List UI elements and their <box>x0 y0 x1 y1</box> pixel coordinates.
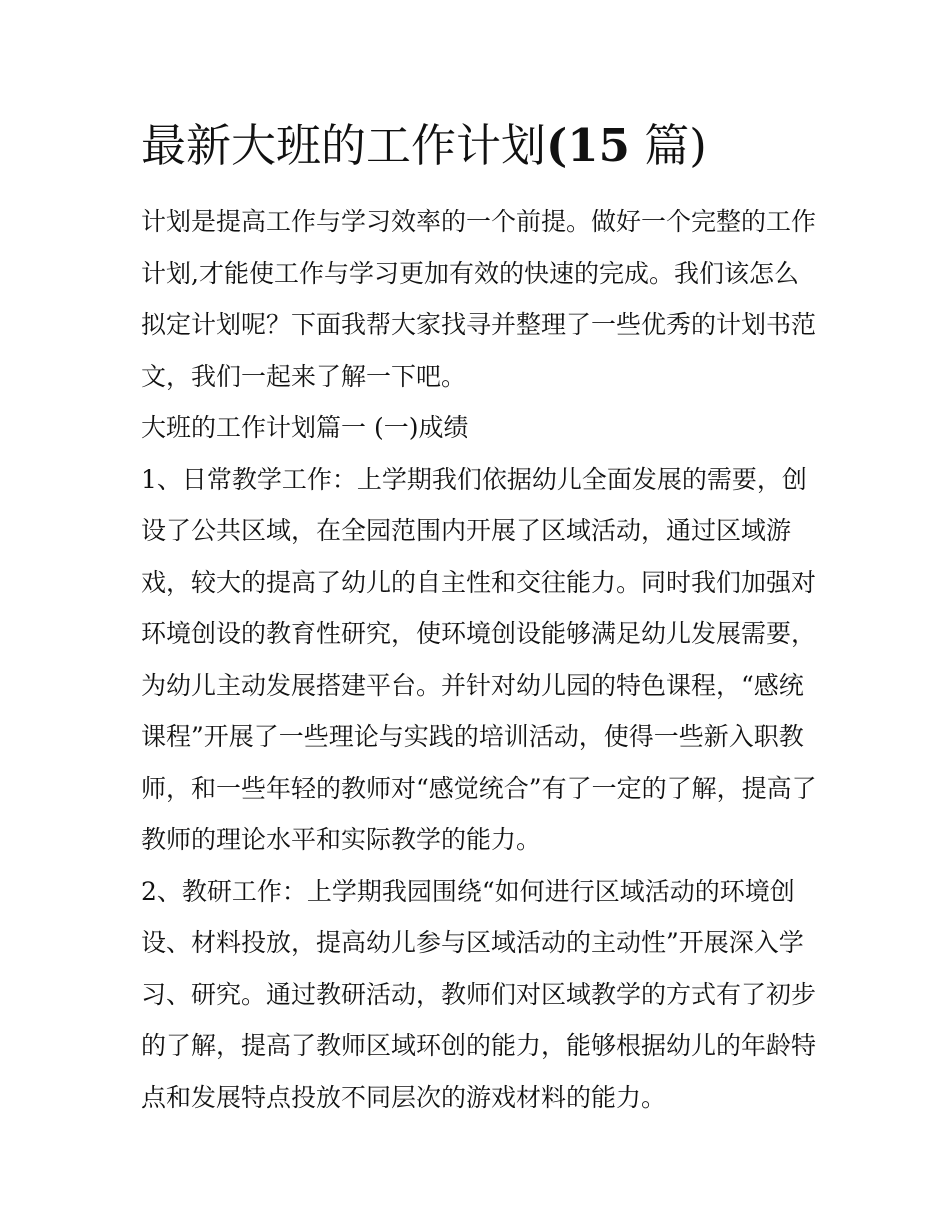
text-line: 课程”开展了一些理论与实践的培训活动，使得一些新入职教 <box>141 722 804 751</box>
section-heading: 大班的工作计划篇一 (一)成绩 <box>141 413 469 442</box>
text-line: 计划是提高工作与学习效率的一个前提。做好一个完整的工作 <box>141 207 817 236</box>
text-line: 的了解，提高了教师区域环创的能力，能够根据幼儿的年龄特 <box>141 1031 817 1060</box>
document-title <box>141 112 841 180</box>
text-line: 2、教研工作：上学期我园围绕“如何进行区域活动的环境创 <box>141 876 795 906</box>
text-line: 环境创设的教育性研究，使环境创设能够满足幼儿发展需要， <box>141 619 817 648</box>
title-main: 最新大班的工作计划 <box>141 119 547 172</box>
title-count: (15 <box>546 119 630 172</box>
text-line: 计划,才能使工作与学习更加有效的快速的完成。我们该怎么 <box>141 258 799 288</box>
text-line: 点和发展特点投放不同层次的游戏材料的能力。 <box>141 1082 667 1112</box>
text-line: 设、材料投放，提高幼儿参与区域活动的主动性”开展深入学 <box>141 928 804 957</box>
text-line: 为幼儿主动发展搭建平台。并针对幼儿园的特色课程，“感统 <box>141 670 804 700</box>
document-body <box>141 196 817 1123</box>
title-tail: 篇) <box>629 119 707 172</box>
text-line: 拟定计划呢？下面我帮大家找寻并整理了一些优秀的计划书范 <box>141 310 817 339</box>
text-line: 戏，较大的提高了幼儿的自主性和交往能力。同时我们加强对 <box>141 567 817 597</box>
text-line: 习、研究。通过教研活动，教师们对区域教学的方式有了初步 <box>141 979 817 1009</box>
text-line: 教师的理论水平和实际教学的能力。 <box>141 825 542 854</box>
text-line: 1、日常教学工作：上学期我们依据幼儿全面发展的需要，创 <box>141 464 807 494</box>
text-line: 师，和一些年轻的教师对“感觉统合”有了一定的了解，提高了 <box>141 773 817 803</box>
text-line: 设了公共区域，在全园范围内开展了区域活动，通过区域游 <box>141 516 792 545</box>
text-line: 文，我们一起来了解一下吧。 <box>141 361 467 391</box>
